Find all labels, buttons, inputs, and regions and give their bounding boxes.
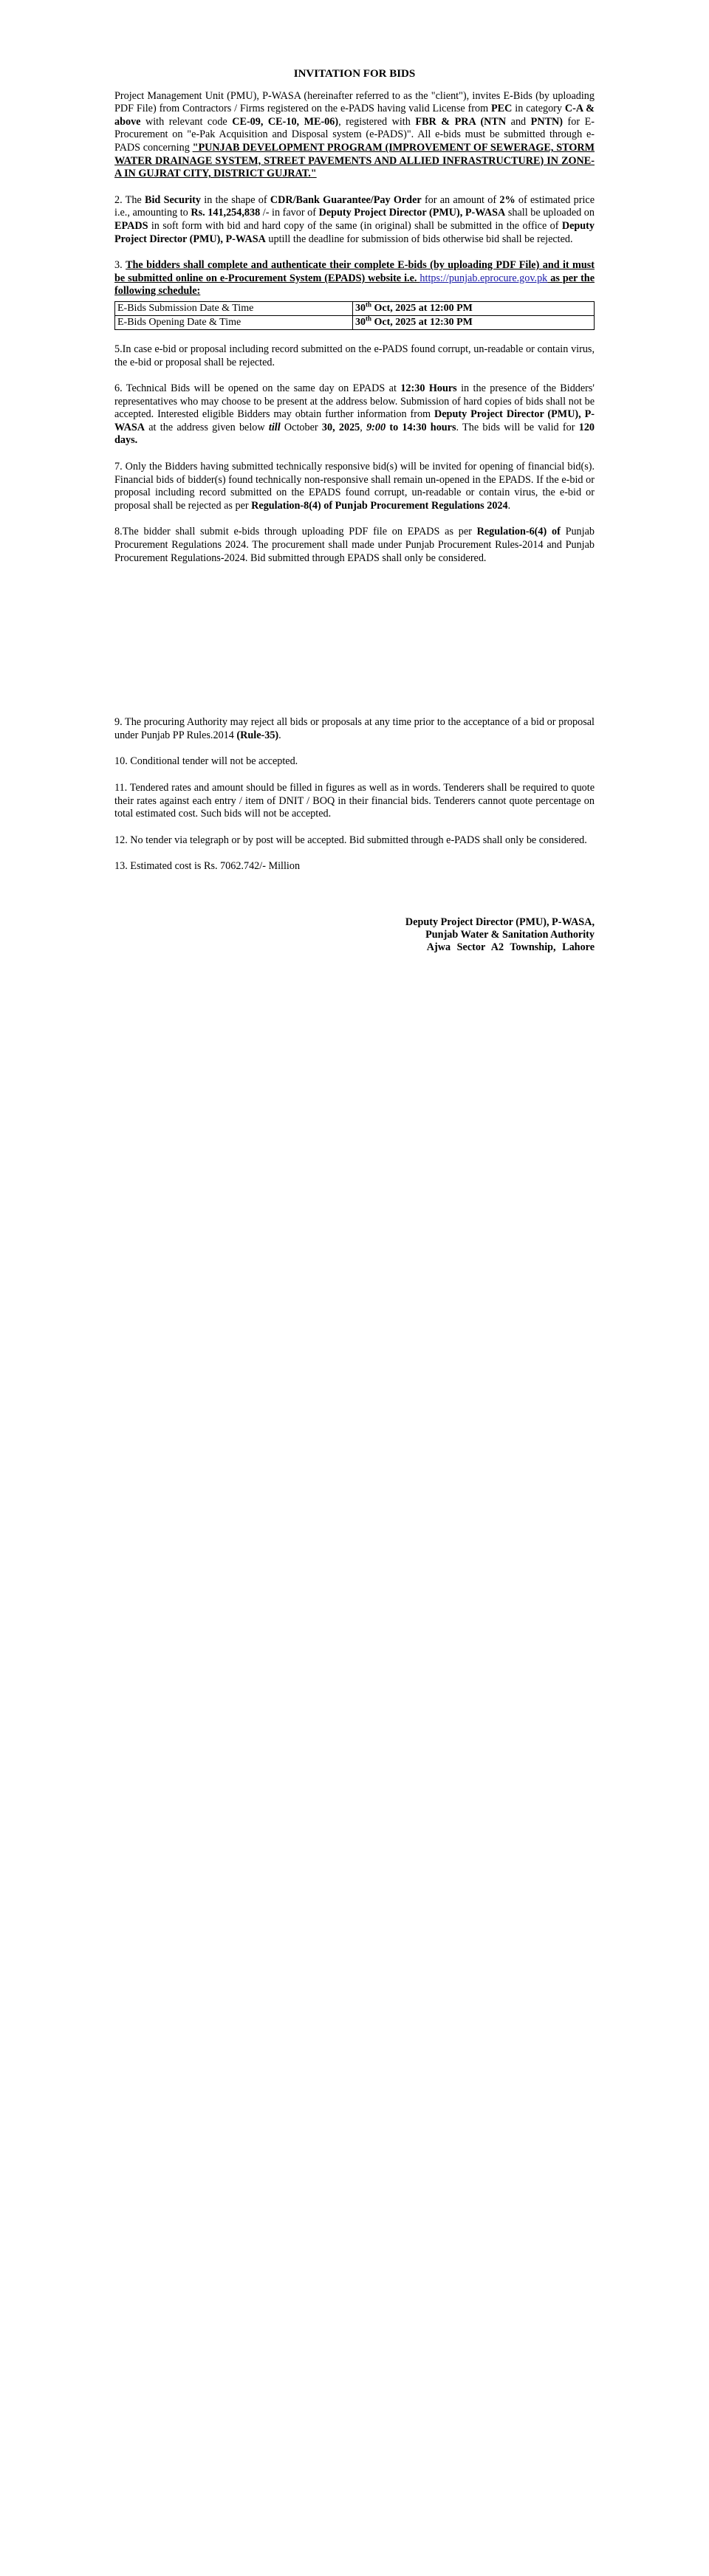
p1-bold: CE-09, CE-10, ME-06) [232,115,339,128]
schedule-value [353,315,595,329]
document-title: INVITATION FOR BIDS [293,68,416,80]
p6-text: in the presence of the Bidders' representatives who may choose to be present at the address below. Submission of hard copies of bids shall not be accepted. Interested eligible Bidders may obtain further information from [114,382,595,421]
paragraph-12: 12. No tender via telegraph or by post will be accepted. Bid submitted through e-PADS shall only be considered. [114,834,587,846]
p1-bold: PEC [491,103,513,115]
p2-bold: Deputy Project Director (PMU), P-WASA [318,207,506,219]
paragraph-3 [114,259,595,298]
p2-text: uptill the deadline for submission of bids otherwise bid shall be rejected. [265,233,573,245]
schedule-datetime: Oct, 2025 at 12:30 PM [371,317,473,329]
table-row [115,301,595,315]
p1-text: Project Management Unit (PMU), P-WASA (hereinafter referred to as the "client"), invites E-Bids (by uploading PDF File) from Contractors / Firms registered on the e-PADS having valid License from [114,89,595,115]
schedule-datetime: Oct, 2025 at 12:00 PM [371,303,473,315]
project-name: "PUNJAB DEVELOPMENT PROGRAM (IMPROVEMENT OF SEWERAGE, STORM WATER DRAINAGE SYSTEM, STREET PAVEMENTS AND ALLIED INFRASTRUCTURE) IN ZONE-A IN GUJRAT CITY, DISTRICT GUJRAT." [114,141,595,180]
p2-bold: Deputy Project Director (PMU), P-WASA [114,219,595,245]
p3-text: 3. [114,259,126,272]
schedule-label: E-Bids Submission Date & Time [115,301,353,315]
p6-bold: 12:30 Hours [400,382,457,395]
paragraph-6 [114,382,595,447]
schedule-day: 30 [355,317,366,329]
p6-bold-italic: till [268,421,281,433]
paragraph-7 [114,461,595,512]
p6-text: . The bids will be valid for [456,421,579,433]
p6-text: 6. Technical Bids will be opened on the same day on EPADS at [114,382,401,395]
p2-text: /- in favor of [260,207,319,219]
p2-bold: Bid Security [145,193,202,206]
p6-bold-italic: 9:00 [366,421,386,433]
paragraph-13: 13. Estimated cost is Rs. 7062.742/- Million [114,860,301,873]
signature-block [114,916,595,954]
p6-text: , [360,421,367,433]
bid-security-amount: Rs. 141,254,838 [191,207,261,219]
bid-schedule-table [114,301,595,330]
p1-bold: C-A & above [114,103,595,128]
schedule-day-suffix: th [366,300,372,309]
paragraph-8 [114,526,595,565]
p8-text: Punjab Procurement Regulations 2024. The procurement shall made under Punjab Procurement Rules-2014 and Punjab Procurement Regulations-2024. Bid submitted through EPADS shall only be considered. [114,526,595,564]
schedule-value [353,301,595,315]
p1-bold: PNTN) [530,115,564,128]
p2-bold: EPADS [114,219,148,232]
p2-text: in the shape of [201,193,270,206]
p2-text: for an amount of [421,193,500,206]
schedule-label: E-Bids Opening Date & Time [115,315,353,329]
p7-text: . [507,499,511,512]
signature-title: Deputy Project Director (PMU), P-WASA, [405,916,595,928]
schedule-day: 30 [355,303,366,315]
schedule-day-suffix: th [366,315,372,323]
p1-text: with relevant code [140,115,233,128]
p2-text: 2. The [114,193,145,206]
p6-text: at the address given below [145,421,269,433]
paragraph-10: 10. Conditional tender will not be accepted. [114,755,298,768]
epads-website-link[interactable]: https://punjab.eprocure.gov.pk [419,272,548,284]
document-page [114,68,595,954]
p1-bold: FBR & PRA (NTN [415,115,507,128]
p6-bold: 30, 2025 [321,421,360,433]
p2-text: of estimated price i.e., amounting to [114,193,595,219]
p8-bold: Regulation-6(4) of [476,526,561,538]
paragraph-9 [114,716,595,742]
p6-text: October [280,421,322,433]
p2-bold: 2% [499,193,516,206]
p7-text: 7. Only the Bidders having submitted technically responsive bid(s) will be invited for opening of financial bid(s). Financial bids of bidder(s) found technically non-responsive shall remain un-opened in the EPADS. If the e-bid or proposal including record submitted on the EPADS found corrupt, un-readable or contain virus, the e-bid or proposal shall be rejected as per [114,461,595,512]
p9-bold: (Rule-35) [236,729,279,741]
paragraph-11: 11. Tendered rates and amount should be filled in figures as well as in words. Tenderers shall be required to quote their rates against each entry / item of DNIT / BOQ in their financial bids. Tenderers cannot quote percentage on total estimated cost. Such bids will not be accepted. [114,782,595,820]
p9-text: 9. The procuring Authority may reject all bids or proposals at any time prior to the acceptance of a bid or proposal under Punjab PP Rules.2014 [114,716,595,741]
p1-text: for E-Procurement on "e-Pak Acquisition and Disposal system (e-PADS)". All e-bids must be submitted through e-PADS concerning [114,115,595,154]
blank-space [114,565,595,716]
p8-text: 8.The bidder shall submit e-bids through uploading PDF file on EPADS as per [114,526,477,538]
p2-bold: CDR/Bank Guarantee/Pay Order [270,193,422,206]
p3-bold: as per the following schedule: [114,272,595,298]
p1-text: , registered with [338,115,416,128]
table-row [115,315,595,329]
p6-bold: Deputy Project Director (PMU), P-WASA [114,408,595,433]
p7-bold: Regulation-8(4) of Punjab Procurement Regulations 2024 [251,499,508,512]
paragraph-1 [114,90,595,181]
bid-validity: 120 days. [114,421,595,447]
p2-text: shall be uploaded on [505,207,595,219]
p2-text: in soft form with bid and hard copy of the same (in original) shall be submitted in the office of [148,219,562,232]
p1-text: and [506,115,531,128]
p6-bold: to 14:30 hours [386,421,456,433]
paragraph-2 [114,194,595,246]
paragraph-5: 5.In case e-bid or proposal including record submitted on the e-PADS found corrupt, un-readable or contain virus, the e-bid or proposal shall be rejected. [114,343,595,368]
p1-text: in category [512,103,565,115]
p9-text: . [278,729,281,741]
signature-organization: Punjab Water & Sanitation Authority [425,928,595,941]
signature-address: Ajwa Sector A2 Township, Lahore [426,941,595,953]
blank-space [114,873,595,916]
p3-bold: The bidders shall complete and authenticate their complete E-bids (by uploading PDF File) and it must be submitted online on e-Procurement System (EPADS) website i.e. [114,259,595,284]
